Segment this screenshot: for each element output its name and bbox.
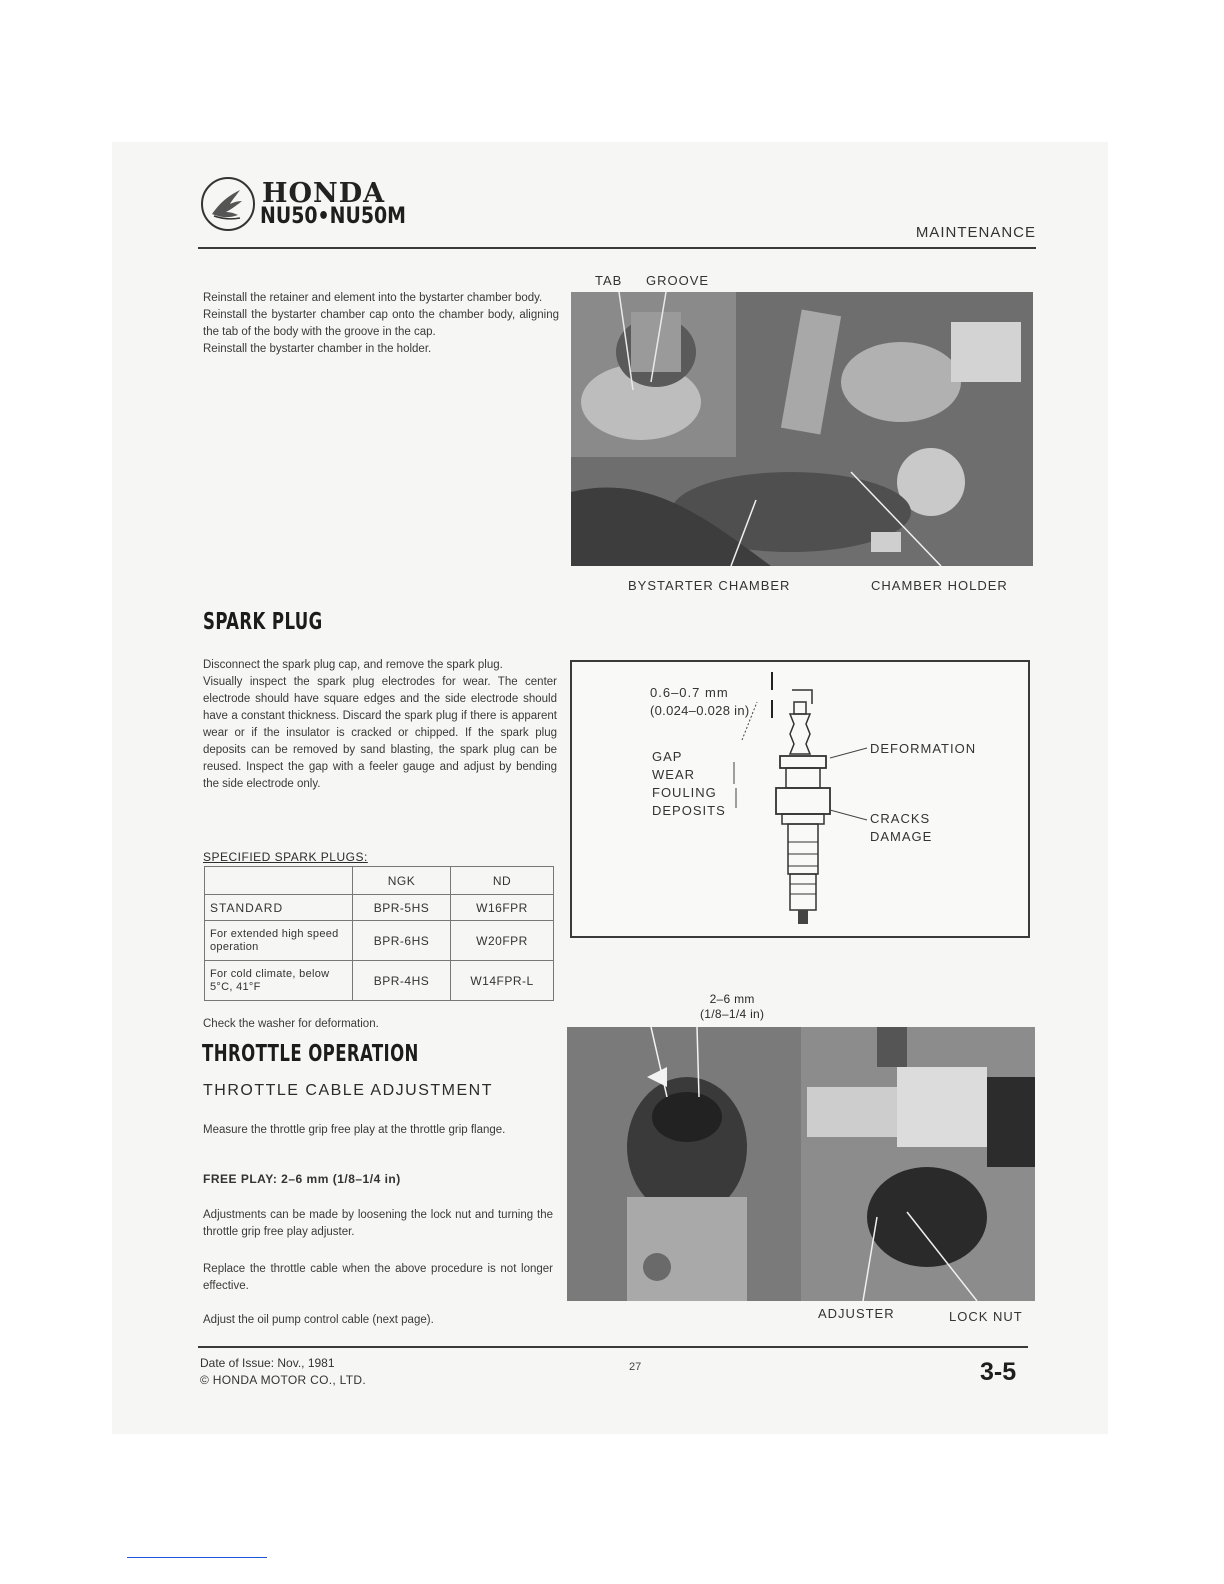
throttle-operation-heading: THROTTLE OPERATION (202, 1041, 419, 1067)
deformation-label: DEFORMATION (870, 741, 977, 756)
spark-plug-table-caption: SPECIFIED SPARK PLUGS: (203, 850, 368, 864)
spark-plug-spec-table (204, 866, 554, 1001)
honda-wing-logo (200, 176, 256, 232)
bystarter-step-2: Reinstall the bystarter chamber cap onto the chamber body, aligning the tab of the body with the groove in the cap. (203, 309, 559, 338)
model-name: NU50•NU50M (260, 204, 406, 229)
free-play-spec: FREE PLAY: 2–6 mm (1/8–1/4 in) (203, 1172, 401, 1186)
spark-plug-drawing (572, 662, 1028, 936)
bystarter-step-1: Reinstall the retainer and element into the bystarter chamber body. (203, 292, 543, 304)
table-cell: W20FPR (451, 921, 554, 961)
damage-label: DAMAGE (870, 829, 933, 844)
deposits-label: DEPOSITS (652, 803, 726, 818)
washer-note: Check the washer for deformation. (203, 1018, 379, 1030)
wear-label: WEAR (652, 767, 695, 782)
throttle-photo (567, 1027, 1035, 1301)
bystarter-photo (571, 292, 1033, 566)
table-cell: BPR-4HS (353, 961, 451, 1001)
table-header-cell: NGK (353, 867, 451, 895)
table-header-cell: ND (451, 867, 554, 895)
chamber-holder-label: CHAMBER HOLDER (871, 578, 1008, 593)
gap-label: GAP (652, 749, 683, 764)
table-cell: STANDARD (205, 895, 353, 921)
table-header-row (205, 867, 554, 895)
throttle-measure-text: Measure the throttle grip free play at the throttle grip flange. (203, 1124, 506, 1136)
gap-spec-in: (0.024–0.028 in) (650, 703, 750, 718)
spark-plug-diagram (570, 660, 1030, 938)
fouling-label: FOULING (652, 785, 717, 800)
section-label: MAINTENANCE (915, 224, 1036, 241)
oil-pump-note: Adjust the oil pump control cable (next page). (203, 1314, 434, 1326)
cracks-label: CRACKS (870, 811, 931, 826)
table-row (205, 895, 554, 921)
page-number: 27 (629, 1361, 642, 1373)
table-cell: For extended high speed operation (205, 921, 353, 961)
table-row (205, 961, 554, 1001)
table-row (205, 921, 554, 961)
table-header-cell (205, 867, 353, 895)
gap-spec-mm: 0.6–0.7 mm (650, 685, 729, 700)
table-cell: For cold climate, below 5°C, 41°F (205, 961, 353, 1001)
table-cell: BPR-5HS (353, 895, 451, 921)
tab-label: TAB (595, 273, 623, 288)
adjuster-label: ADJUSTER (818, 1306, 895, 1321)
spark-plug-para-1: Disconnect the spark plug cap, and remove the spark plug. (203, 659, 503, 671)
bystarter-chamber-label: BYSTARTER CHAMBER (628, 578, 791, 593)
throttle-adjust-text: Adjustments can be made by loosening the lock nut and turning the throttle grip free play adjuster. (203, 1209, 553, 1238)
free-play-mm-label: 2–6 mm (709, 992, 755, 1006)
throttle-replace-text: Replace the throttle cable when the above procedure is not longer effective. (203, 1263, 553, 1292)
throttle-cable-subheading: THROTTLE CABLE ADJUSTMENT (203, 1082, 493, 1099)
link-underline (127, 1557, 267, 1558)
table-cell: BPR-6HS (353, 921, 451, 961)
issue-date: Date of Issue: Nov., 1981 (200, 1356, 335, 1370)
spark-plug-heading: SPARK PLUG (203, 609, 323, 635)
bystarter-step-3: Reinstall the bystarter chamber in the holder. (203, 343, 432, 355)
table-cell: W16FPR (451, 895, 554, 921)
brand-name: HONDA (262, 178, 386, 209)
spark-plug-para-2: Visually inspect the spark plug electrodes for wear. The center electrode should have square edges and the side electrode should have a constant thickness. Discard the spark plug if there is apparent wear or if the insulator is cracked or chipped. If the spark plug deposits can be removed by sand blasting, the spark plug can be reused. Inspect the gap with a feeler gauge and adjust by bending the side electrode only. (203, 676, 557, 790)
free-play-photo-label (700, 992, 764, 1022)
footer-divider (198, 1346, 1028, 1348)
lock-nut-label: LOCK NUT (949, 1309, 1023, 1324)
table-cell: W14FPR-L (451, 961, 554, 1001)
bystarter-instructions (203, 290, 559, 358)
spark-plug-instructions (203, 657, 557, 793)
section-page-number: 3-5 (980, 1358, 1017, 1386)
groove-label: GROOVE (646, 273, 710, 288)
free-play-in-label: (1/8–1/4 in) (700, 1007, 765, 1021)
copyright: © HONDA MOTOR CO., LTD. (200, 1373, 366, 1387)
header-divider (198, 247, 1036, 249)
